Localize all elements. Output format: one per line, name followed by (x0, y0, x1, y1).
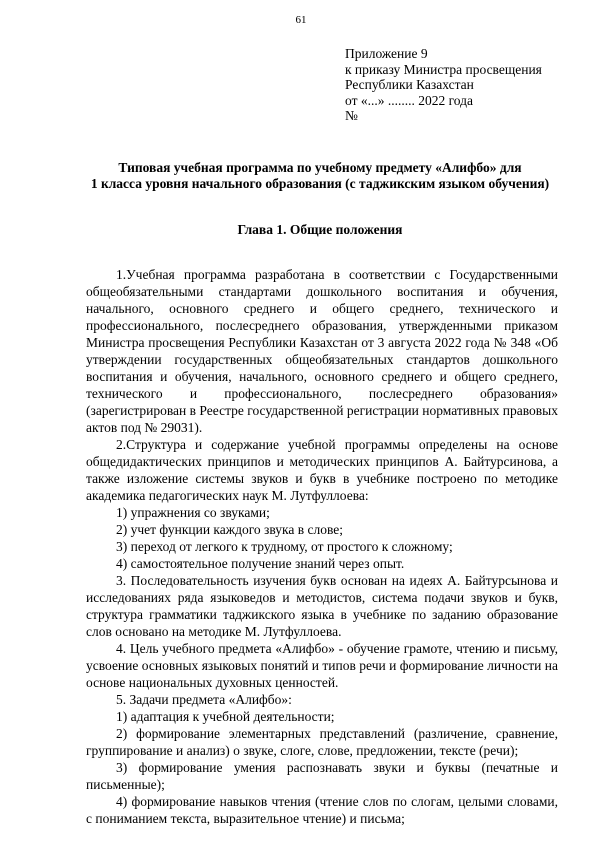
title-line: 1 класса уровня начального образования (с таджикским языком обучения) (90, 176, 550, 191)
list-item: 3) переход от легкого к трудному, от простого к сложному; (116, 539, 453, 554)
title-line: Типовая учебная программа по учебному предмету «Алифбо» для (118, 160, 522, 175)
appendix-line: Республики Казахстан (345, 77, 474, 92)
paragraph-5: 5. Задачи предмета «Алифбо»: (116, 692, 292, 707)
document-body (86, 266, 558, 827)
paragraph-2: 2.Структура и содержание учебной программы определены на основе общедидактических принципов и методических принципов А. Байтурсинова, а также изложение системы звуков и букв в учебнике построено по методике академика педагогических наук М. Лутфуллоева: (86, 437, 558, 503)
appendix-line: Приложение 9 (345, 46, 428, 61)
paragraph-3: 3. Последовательность изучения букв основан на идеях А. Байтурсынова и исследованиях ряда языковедов и методистов, система подачи звуков и букв, структура грамматики таджикского языка в учебнике по заданию образование слов основано на методике М. Лутфуллоева. (86, 573, 558, 639)
appendix-line: от «...» ........ 2022 года (345, 92, 474, 108)
appendix-line: к приказу Министра просвещения (345, 61, 542, 77)
appendix-line: № (345, 108, 358, 123)
page-number: 61 (295, 14, 307, 26)
list-item: 2) формирование элементарных представлений (различение, сравнение, группирование и анализ) о звуке, слоге, слове, предложении, тексте (речи); (86, 726, 558, 758)
list-item: 1) упражнения со звуками; (116, 505, 270, 520)
list-item: 2) учет функции каждого звука в слове; (116, 522, 344, 537)
chapter-heading: Глава 1. Общие положения (237, 222, 403, 237)
list-item: 4) формирование навыков чтения (чтение слов по слогам, целыми словами, с пониманием текста, выразительное чтение) и письма; (86, 794, 558, 826)
paragraph-1: 1.Учебная программа разработана в соответствии с Государственными общеобязательными стандартами дошкольного воспитания и обучения, начального, основного среднего и общего среднего, технического и профессионального, послесреднего образования, утвержденными приказом Министра просвещения Республики Казахстан от 3 августа 2022 года № 348 «Об утверждении государственных общеобязательных стандартов дошкольного воспитания и обучения, начального, основного среднего и общего среднего, технического и профессионального, послесреднего образования» (зарегистрирован в Реестре государственной регистрации нормативных правовых актов под № 29031). (86, 267, 558, 435)
paragraph-4: 4. Цель учебного предмета «Алифбо» - обучение грамоте, чтению и письму, усвоение основных языковых понятий и типов речи и формирование личности на основе национальных духовных ценностей. (86, 641, 558, 690)
document-title (80, 160, 560, 192)
list-item: 1) адаптация к учебной деятельности; (116, 709, 335, 724)
list-item: 3) формирование умения распознавать звуки и буквы (печатные и письменные); (86, 760, 558, 792)
appendix-header (345, 46, 542, 124)
list-item: 4) самостоятельное получение знаний через опыт. (116, 556, 405, 571)
